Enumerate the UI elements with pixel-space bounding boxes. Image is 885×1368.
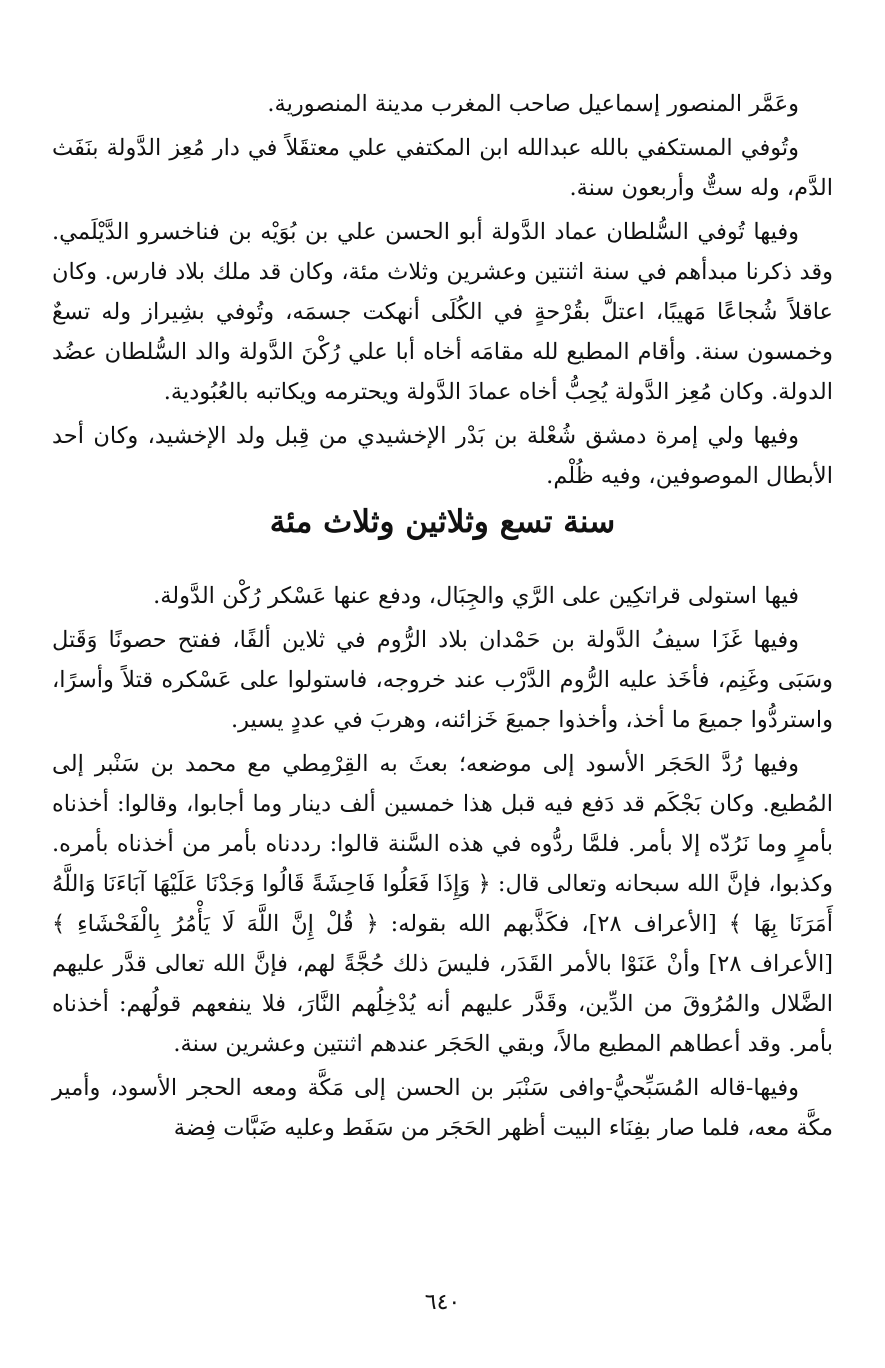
paragraph: وفيها-قاله المُسَبِّحيُّ-وافى سَنْبَر بن الحسن إلى مَكَّة ومعه الحجر الأسود، وأمير مكَّة معه، فلما صار بفِنَاء البيت أظهر الحَجَر من سَفَط وعليه ضَبَّات فِضة bbox=[52, 1075, 833, 1141]
paragraph: وفيها ولي إمرة دمشق شُعْلة بن بَدْر الإخشيدي من قِبل ولد الإخشيد، وكان أحد الأبطال الموصوفين، وفيه ظُلْم. bbox=[52, 423, 833, 489]
page-number: ٦٤٠ bbox=[424, 1290, 461, 1315]
paragraph: وفيها تُوفي السُّلطان عماد الدَّولة أبو الحسن علي بن بُوَيْه بن فناخسرو الدَّيْلَمي. وقد ذكرنا مبدأهم في سنة اثنتين وعشرين وثلاث مئة، وكان قد ملك بلاد فارس. وكان عاقلاً شُجاعًا مَهيبًا، اعتلَّ بقُرْحةٍ في الكُلَى أنهكت جسمَه، وتُوفي بشِيراز وله تسعٌ وخمسون سنة. وأقام المطيع لله مقامَه أخاه أبا علي رُكْنَ الدَّولة والد السُّلطان عضُد الدولة. وكان مُعِز الدَّولة يُحِبُّ أخاه عمادَ الدَّولة ويحترمه ويكاتبه بالعُبُودية. bbox=[52, 219, 833, 405]
paragraph: وفيها غَزَا سيفُ الدَّولة بن حَمْدان بلاد الرُّوم في ثلاين ألفًا، ففتح حصونًا وَقَتل وسَبَى وغَنِم، فأخَذ عليه الرُّوم الدَّرْب عند خروجه، فاستولوا على عَسْكره قتلاً وأسرًا، واستردُّوا جميعَ ما أخذ، وأخذوا جميعَ خَزائنه، وهربَ في عددٍ يسير. bbox=[52, 627, 833, 733]
paragraph: وعَمَّر المنصور إسماعيل صاحب المغرب مدينة المنصورية. bbox=[267, 91, 799, 117]
paragraph: فيها استولى قراتكِين على الرَّي والجِبَال، ودفع عنها عَسْكر رُكْن الدَّولة. bbox=[153, 583, 799, 609]
paragraph: وفيها رُدَّ الحَجَر الأسود إلى موضعه؛ بعثَ به القِرْمِطي مع محمد بن سَنْبر إلى المُطيع. وكان بَجْكَم قد دَفع فيه قبل هذا خمسين ألف دينار وما أجابوا، وقالوا: أخذناه بأمرٍ وما نَرُدّه إلا بأمر. فلمَّا ردُّوه في هذه السَّنة قالوا: رددناه بأمر من أخذناه بأمره. وكذبوا، فإنَّ الله سبحانه وتعالى قال: ﴿ وَإِذَا فَعَلُوا فَاحِشَةً قَالُوا وَجَدْنَا عَلَيْهَا آبَاءَنَا وَاللَّهُ أَمَرَنَا بِهَا ﴾ [الأعراف ٢٨]، فكَذَّبهم الله بقوله: ﴿ قُلْ إِنَّ اللَّهَ لَا يَأْمُرُ بِالْفَحْشَاءِ ﴾ [الأعراف ٢٨] وأنْ عَنَوْا بالأمر القَدَر، فليسَ ذلك حُجَّةً لهم، فإنَّ الله تعالى قدَّر عليهم الضَّلال والمُرُوقَ من الدِّين، وقَدَّر عليهم أنه يُدْخِلُهم النَّارَ، فلا ينفعهم قولُهم: أخذناه بأمر. وقد أعطاهم المطيع مالاً، وبقي الحَجَر عندهم اثنتين وعشرين سنة. bbox=[52, 751, 833, 1057]
paragraph: وتُوفي المستكفي بالله عبدالله ابن المكتفي علي معتقَلاً في دار مُعِز الدَّولة بنَفَث الدَّم، وله ستٌّ وأربعون سنة. bbox=[52, 135, 833, 201]
section-heading: سنة تسع وثلاثين وثلاث مئة bbox=[269, 504, 616, 540]
